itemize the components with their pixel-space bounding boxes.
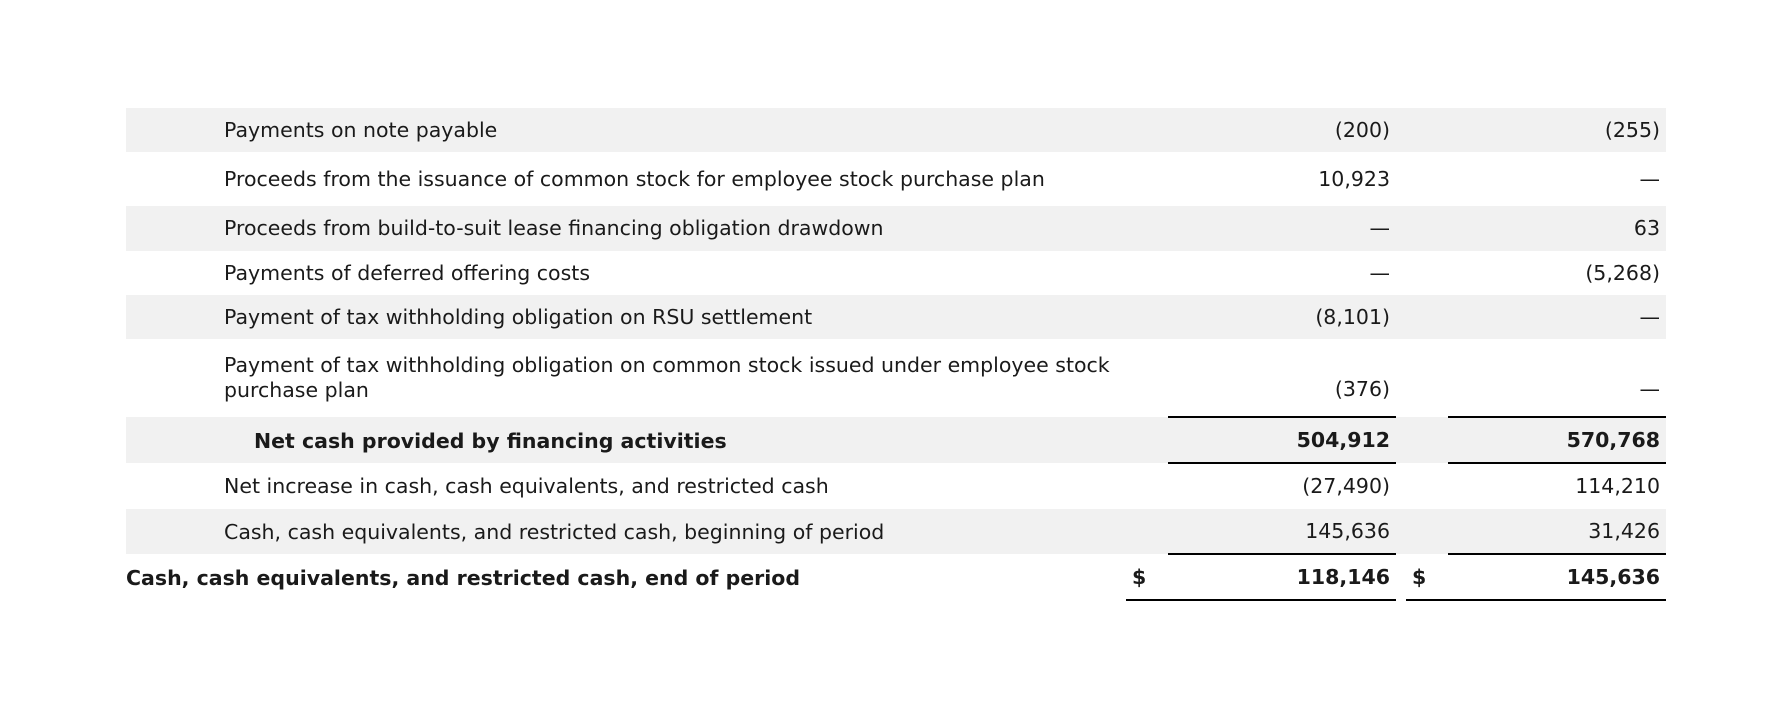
table-row-subtotal <box>126 417 1666 463</box>
column-gap <box>1396 509 1406 554</box>
table-body <box>126 108 1666 600</box>
row-value-current: (8,101) <box>1315 304 1390 329</box>
table-row <box>126 509 1666 554</box>
row-value-prior: — <box>1448 339 1666 417</box>
row-value-prior: — <box>1639 304 1660 329</box>
row-label: Cash, cash equivalents, and restricted cash, beginning of period <box>224 519 885 544</box>
row-currency-symbol-2 <box>1406 108 1448 152</box>
column-gap <box>1396 339 1406 417</box>
column-gap <box>1396 554 1406 600</box>
column-gap <box>1396 206 1406 250</box>
table-row <box>126 463 1666 508</box>
row-value-current: 10,923 <box>1318 167 1390 192</box>
row-value-current: (376) <box>1168 339 1396 417</box>
row-currency-symbol-1 <box>1126 206 1168 250</box>
row-value-prior: 570,768 <box>1448 417 1666 463</box>
row-label: Proceeds from the issuance of common stock for employee stock purchase plan <box>224 167 1045 192</box>
table-row <box>126 206 1666 250</box>
row-currency-symbol-1 <box>1126 509 1168 554</box>
column-gap <box>1396 417 1406 463</box>
row-value-prior: — <box>1639 167 1660 192</box>
row-label: Payments on note payable <box>224 118 498 142</box>
row-value-prior: 114,210 <box>1575 474 1660 499</box>
column-gap <box>1396 463 1406 508</box>
row-label: Net increase in cash, cash equivalents, and restricted cash <box>224 474 829 499</box>
table-row <box>126 108 1666 152</box>
row-label: Cash, cash equivalents, and restricted cash, end of period <box>126 565 801 590</box>
column-gap <box>1396 295 1406 339</box>
row-label: Payment of tax withholding obligation on common stock issued under employee stock purchase plan <box>224 353 1110 403</box>
row-label: Net cash provided by financing activities <box>254 429 727 454</box>
column-gap <box>1396 251 1406 295</box>
row-value-prior: 31,426 <box>1448 509 1666 554</box>
row-currency-symbol-2 <box>1406 463 1448 508</box>
row-value-current: — <box>1369 216 1390 241</box>
row-value-prior: 63 <box>1633 216 1660 241</box>
row-value-prior: (5,268) <box>1585 260 1660 285</box>
row-currency-symbol-2 <box>1406 295 1448 339</box>
row-label: Proceeds from build-to-suit lease financing obligation drawdown <box>224 216 884 241</box>
row-currency-symbol-2 <box>1406 509 1448 554</box>
row-currency-symbol-1 <box>1126 463 1168 508</box>
row-label: Payments of deferred offering costs <box>224 260 590 285</box>
row-value-current: — <box>1369 260 1390 285</box>
table-row <box>126 251 1666 295</box>
row-currency-symbol-2 <box>1406 152 1448 206</box>
row-currency-symbol-1: $ <box>1126 554 1168 600</box>
row-currency-symbol-2 <box>1406 339 1448 417</box>
row-currency-symbol-1 <box>1126 152 1168 206</box>
row-label: Payment of tax withholding obligation on RSU settlement <box>224 304 813 329</box>
row-currency-symbol-2 <box>1406 417 1448 463</box>
row-value-current: 504,912 <box>1168 417 1396 463</box>
table-row <box>126 152 1666 206</box>
column-gap <box>1396 108 1406 152</box>
financial-table-container <box>126 108 1666 601</box>
table-row <box>126 339 1666 417</box>
row-value-current: 145,636 <box>1168 509 1396 554</box>
row-currency-symbol-1 <box>1126 295 1168 339</box>
row-currency-symbol-1 <box>1126 251 1168 295</box>
row-value-prior: 145,636 <box>1448 554 1666 600</box>
row-currency-symbol-1 <box>1126 108 1168 152</box>
column-gap <box>1396 152 1406 206</box>
row-value-current: (200) <box>1334 118 1390 142</box>
row-currency-symbol-2: $ <box>1406 554 1448 600</box>
table-row <box>126 295 1666 339</box>
table-row-grand-total <box>126 554 1666 600</box>
row-currency-symbol-1 <box>1126 417 1168 463</box>
row-currency-symbol-2 <box>1406 251 1448 295</box>
row-value-prior: (255) <box>1604 118 1660 142</box>
row-value-current: (27,490) <box>1302 474 1390 499</box>
row-currency-symbol-2 <box>1406 206 1448 250</box>
row-currency-symbol-1 <box>1126 339 1168 417</box>
cash-flow-table <box>126 108 1666 601</box>
row-value-current: 118,146 <box>1168 554 1396 600</box>
